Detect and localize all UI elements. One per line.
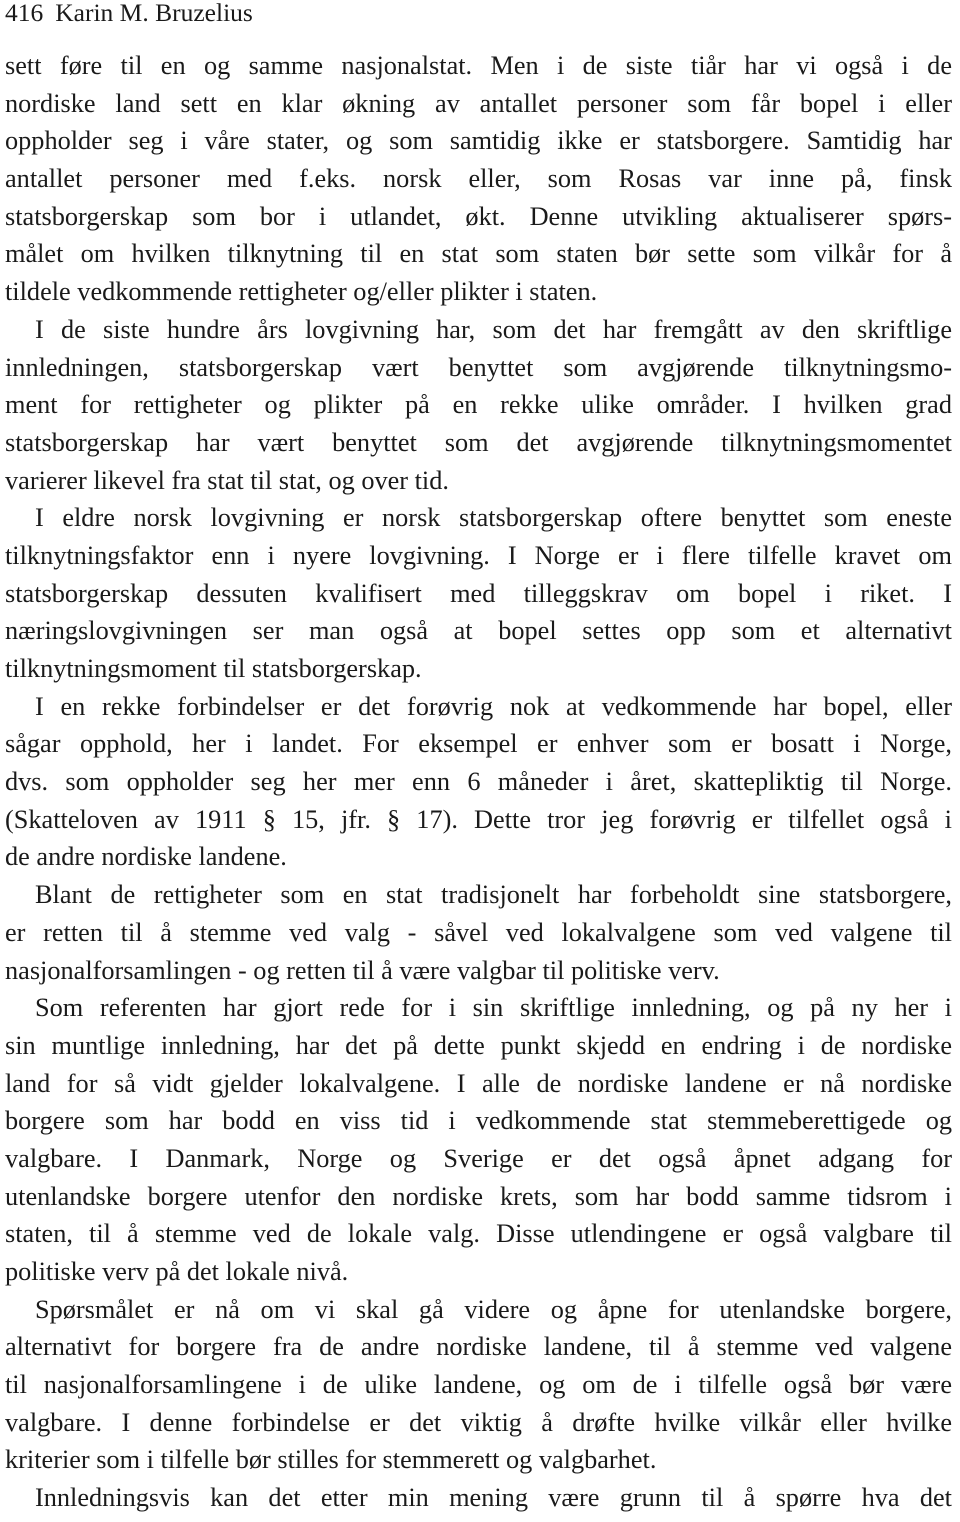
- paragraph: [5, 989, 952, 1291]
- text-line: tilknytningsfaktor enn i nyere lovgivning. I Norge er i flere tilfelle kravet om: [5, 540, 952, 570]
- page-number: 416: [5, 0, 44, 27]
- text-line: Innledningsvis kan det etter min mening være grunn til å spørre hva det: [35, 1483, 952, 1513]
- text-line: statsborgerskap som bor i utlandet, økt. Denne utvikling aktualiserer spørs-: [5, 201, 952, 231]
- text-line: utenlandske borgere utenfor den nordiske krets, som har bodd samme tidsrom i: [5, 1181, 952, 1211]
- text-line: næringslovgivningen ser man også at bopel settes opp som et alternativt: [5, 616, 952, 646]
- paragraph: [5, 499, 952, 687]
- text-line: nordiske land sett en klar økning av antallet personer som får bopel i eller: [5, 88, 952, 118]
- text-line: sin muntlige innledning, har det på dette punkt skjedd en endring i de nordiske: [5, 1030, 952, 1060]
- text-line: kriterier som i tilfelle bør stilles for stemmerett og valgbarhet.: [5, 1445, 657, 1475]
- text-line: borgere som har bodd en viss tid i vedkommende stat stemmeberettigede og: [5, 1106, 952, 1136]
- text-line: valgbare. I denne forbindelse er det viktig å drøfte hvilke vilkår eller hvilke: [5, 1407, 952, 1437]
- text-line: er retten til å stemme ved valg - såvel ved lokalvalgene som ved valgene til: [5, 917, 952, 947]
- text-line: I eldre norsk lovgivning er norsk statsborgerskap oftere benyttet som eneste: [35, 503, 952, 533]
- text-line: de andre nordiske landene.: [5, 842, 287, 872]
- text-line: I en rekke forbindelser er det forøvrig nok at vedkommende har bopel, eller: [35, 691, 952, 721]
- text-line: til nasjonalforsamlingene i de ulike landene, og om de i tilfelle også bør være: [5, 1370, 952, 1400]
- text-line: politiske verv på det lokale nivå.: [5, 1257, 349, 1286]
- paragraph: [5, 688, 952, 876]
- text-line: oppholder seg i våre stater, og som samtidig ikke er statsborgere. Samtidig har: [5, 126, 952, 156]
- text-line: Som referenten har gjort rede for i sin skriftlige innledning, og på ny her i: [35, 993, 952, 1023]
- paragraph: [5, 876, 952, 989]
- paragraph: [5, 1479, 952, 1517]
- text-line: Spørsmålet er nå om vi skal gå videre og åpne for utenlandske borgere,: [35, 1294, 952, 1324]
- paragraph: [5, 47, 952, 311]
- text-line: land for så vidt gjelder lokalvalgene. I alle de nordiske landene er nå nordiske: [5, 1068, 952, 1098]
- text-line: Blant de rettigheter som en stat tradisjonelt har forbeholdt sine statsborgere,: [35, 880, 952, 910]
- paragraph: [5, 311, 952, 499]
- text-line: varierer likevel fra stat til stat, og over tid.: [5, 465, 449, 495]
- body-text: [5, 47, 952, 1517]
- text-line: I de siste hundre års lovgivning har, som det har fremgått av den skriftlige: [35, 314, 952, 344]
- text-line: nasjonalforsamlingen - og retten til å være valgbar til politiske verv.: [5, 955, 720, 985]
- running-head: [5, 0, 253, 28]
- text-line: staten, til å stemme ved de lokale valg. Disse utlendingene er også valgbare til: [5, 1219, 952, 1249]
- text-line: statsborgerskap har vært benyttet som det avgjørende tilknytningsmomentet: [5, 427, 952, 457]
- text-line: statsborgerskap dessuten kvalifisert med tilleggskrav om bopel i riket. I: [5, 578, 952, 608]
- text-line: innledningen, statsborgerskap vært benyttet som avgjørende tilknytningsmo-: [5, 352, 952, 382]
- text-line: tilknytningsmoment til statsborgerskap.: [5, 654, 422, 683]
- text-line: ment for rettigheter og plikter på en rekke ulike områder. I hvilken grad: [5, 390, 952, 420]
- text-line: målet om hvilken tilknytning til en stat som staten bør sette som vilkår for å: [5, 239, 952, 269]
- paragraph: [5, 1291, 952, 1479]
- text-line: dvs. som oppholder seg her mer enn 6 måneder i året, skattepliktig til Norge.: [5, 767, 952, 797]
- running-head-author: Karin M. Bruzelius: [55, 0, 253, 27]
- text-line: antallet personer med f.eks. norsk eller, som Rosas var inne på, finsk: [5, 164, 952, 194]
- text-line: valgbare. I Danmark, Norge og Sverige er det også åpnet adgang for: [5, 1143, 952, 1173]
- text-line: sett føre til en og samme nasjonalstat. Men i de siste tiår har vi også i de: [5, 51, 952, 80]
- text-line: alternativt for borgere fra de andre nordiske landene, til å stemme ved valgene: [5, 1332, 952, 1362]
- text-line: tildele vedkommende rettigheter og/eller plikter i staten.: [5, 277, 598, 307]
- text-line: (Skatteloven av 1911 § 15, jfr. § 17). Dette tror jeg forøvrig er tilfellet også i: [5, 804, 952, 834]
- text-line: sågar opphold, her i landet. For eksempel er enhver som er bosatt i Norge,: [5, 729, 952, 759]
